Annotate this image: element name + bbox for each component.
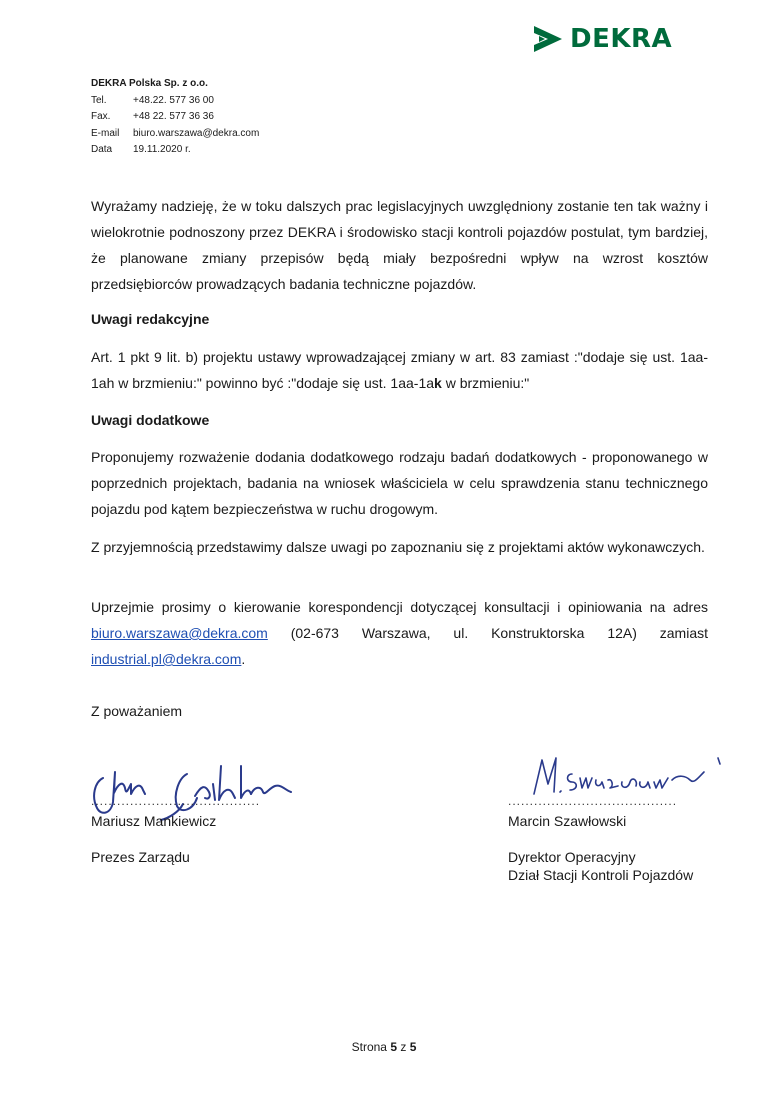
heading-editorial: Uwagi redakcyjne <box>91 311 210 327</box>
sender-info <box>91 76 259 159</box>
closing-salutation: Z poważaniem <box>91 703 183 719</box>
signatory-name: Mariusz Mankiewicz <box>91 813 217 829</box>
signature-line: ....................................... <box>91 794 261 808</box>
sender-label: Data <box>91 144 113 155</box>
email-link-warszawa[interactable]: biuro.warszawa@dekra.com <box>91 625 268 641</box>
paragraph-editorial-text: Art. 1 pkt 9 lit. b) projektu ustawy wprowadzającej zmiany w art. 83 zamiast :"dodaje się ust. 1aa-1ah w brzmieniu:" powinno być :"dodaje się ust. 1aa-1a <box>91 349 708 391</box>
signatory-title: Dyrektor Operacyjny <box>508 849 636 865</box>
paragraph-editorial-bold: k <box>434 375 442 391</box>
sender-value: 19.11.2020 r. <box>133 144 191 155</box>
sender-value: +48.22. 577 36 00 <box>133 94 214 106</box>
paragraph-hope: Wyrażamy nadzieję, że w toku dalszych prac legislacyjnych uwzględniony zostanie ten tak ważny i wielokrotnie podnoszony przez DEKRA i środowisko stacji kontroli pojazdów postulat, tym bardziej, że planowane zmiany przepisów będą miały bezpośredni wpływ na wzrost kosztów przedsiębiorców prowadzących badania techniczne pojazdów. <box>91 198 708 292</box>
paragraph-correspondence <box>91 594 708 672</box>
sender-row-tel <box>91 93 259 110</box>
signature-line: ....................................... <box>508 794 678 808</box>
heading-additional: Uwagi dodatkowe <box>91 412 210 428</box>
dekra-arrow-icon <box>532 24 564 54</box>
signatory-name: Marcin Szawłowski <box>508 813 627 829</box>
signatory-left <box>91 796 260 866</box>
paragraph-correspondence-text: Uprzejmie prosimy o kierowanie korespondencji dotyczącej konsultacji i opiniowania na adres <box>91 599 708 615</box>
footer-middle: z <box>397 1040 410 1054</box>
signatory-right <box>508 796 693 884</box>
sender-label: Fax. <box>91 111 111 122</box>
signatory-department: Dział Stacji Kontroli Pojazdów <box>508 867 694 883</box>
sender-label: E-mail <box>91 127 120 139</box>
email-link-industrial[interactable]: industrial.pl@dekra.com <box>91 651 242 667</box>
page-footer <box>0 1040 768 1054</box>
sender-value: +48 22. 577 36 36 <box>133 111 214 122</box>
sender-row-date <box>91 142 259 159</box>
paragraph-editorial-end: w brzmieniu:" <box>441 375 530 391</box>
sender-company: DEKRA Polska Sp. z o.o. <box>91 78 208 89</box>
paragraph-further-remarks: Z przyjemnością przedstawimy dalsze uwagi po zapoznaniu się z projektami aktów wykonawczych. <box>91 539 705 555</box>
dekra-logo <box>532 24 672 54</box>
signatory-title: Prezes Zarządu <box>91 849 190 865</box>
paragraph-correspondence-mid: (02-673 Warszawa, ul. Konstruktorska 12A) zamiast <box>267 625 708 641</box>
footer-page-number: 5 <box>390 1040 398 1054</box>
paragraph-editorial <box>91 344 708 396</box>
sender-row-fax <box>91 109 259 126</box>
paragraph-proposal: Proponujemy rozważenie dodania dodatkowego rodzaju badań dodatkowych - proponowanego w poprzednich projektach, badania na wniosek właściciela w celu sprawdzenia stanu technicznego pojazdu pod kątem bezpieczeństwa w ruchu drogowym. <box>91 449 708 517</box>
paragraph-correspondence-end: . <box>241 651 246 667</box>
sender-value: biuro.warszawa@dekra.com <box>133 127 260 139</box>
logo-text: DEKRA <box>570 24 673 54</box>
sender-label: Tel. <box>91 94 107 106</box>
sender-row-email <box>91 126 259 143</box>
footer-page-total: 5 <box>409 1040 417 1054</box>
footer-prefix: Strona <box>351 1040 391 1054</box>
